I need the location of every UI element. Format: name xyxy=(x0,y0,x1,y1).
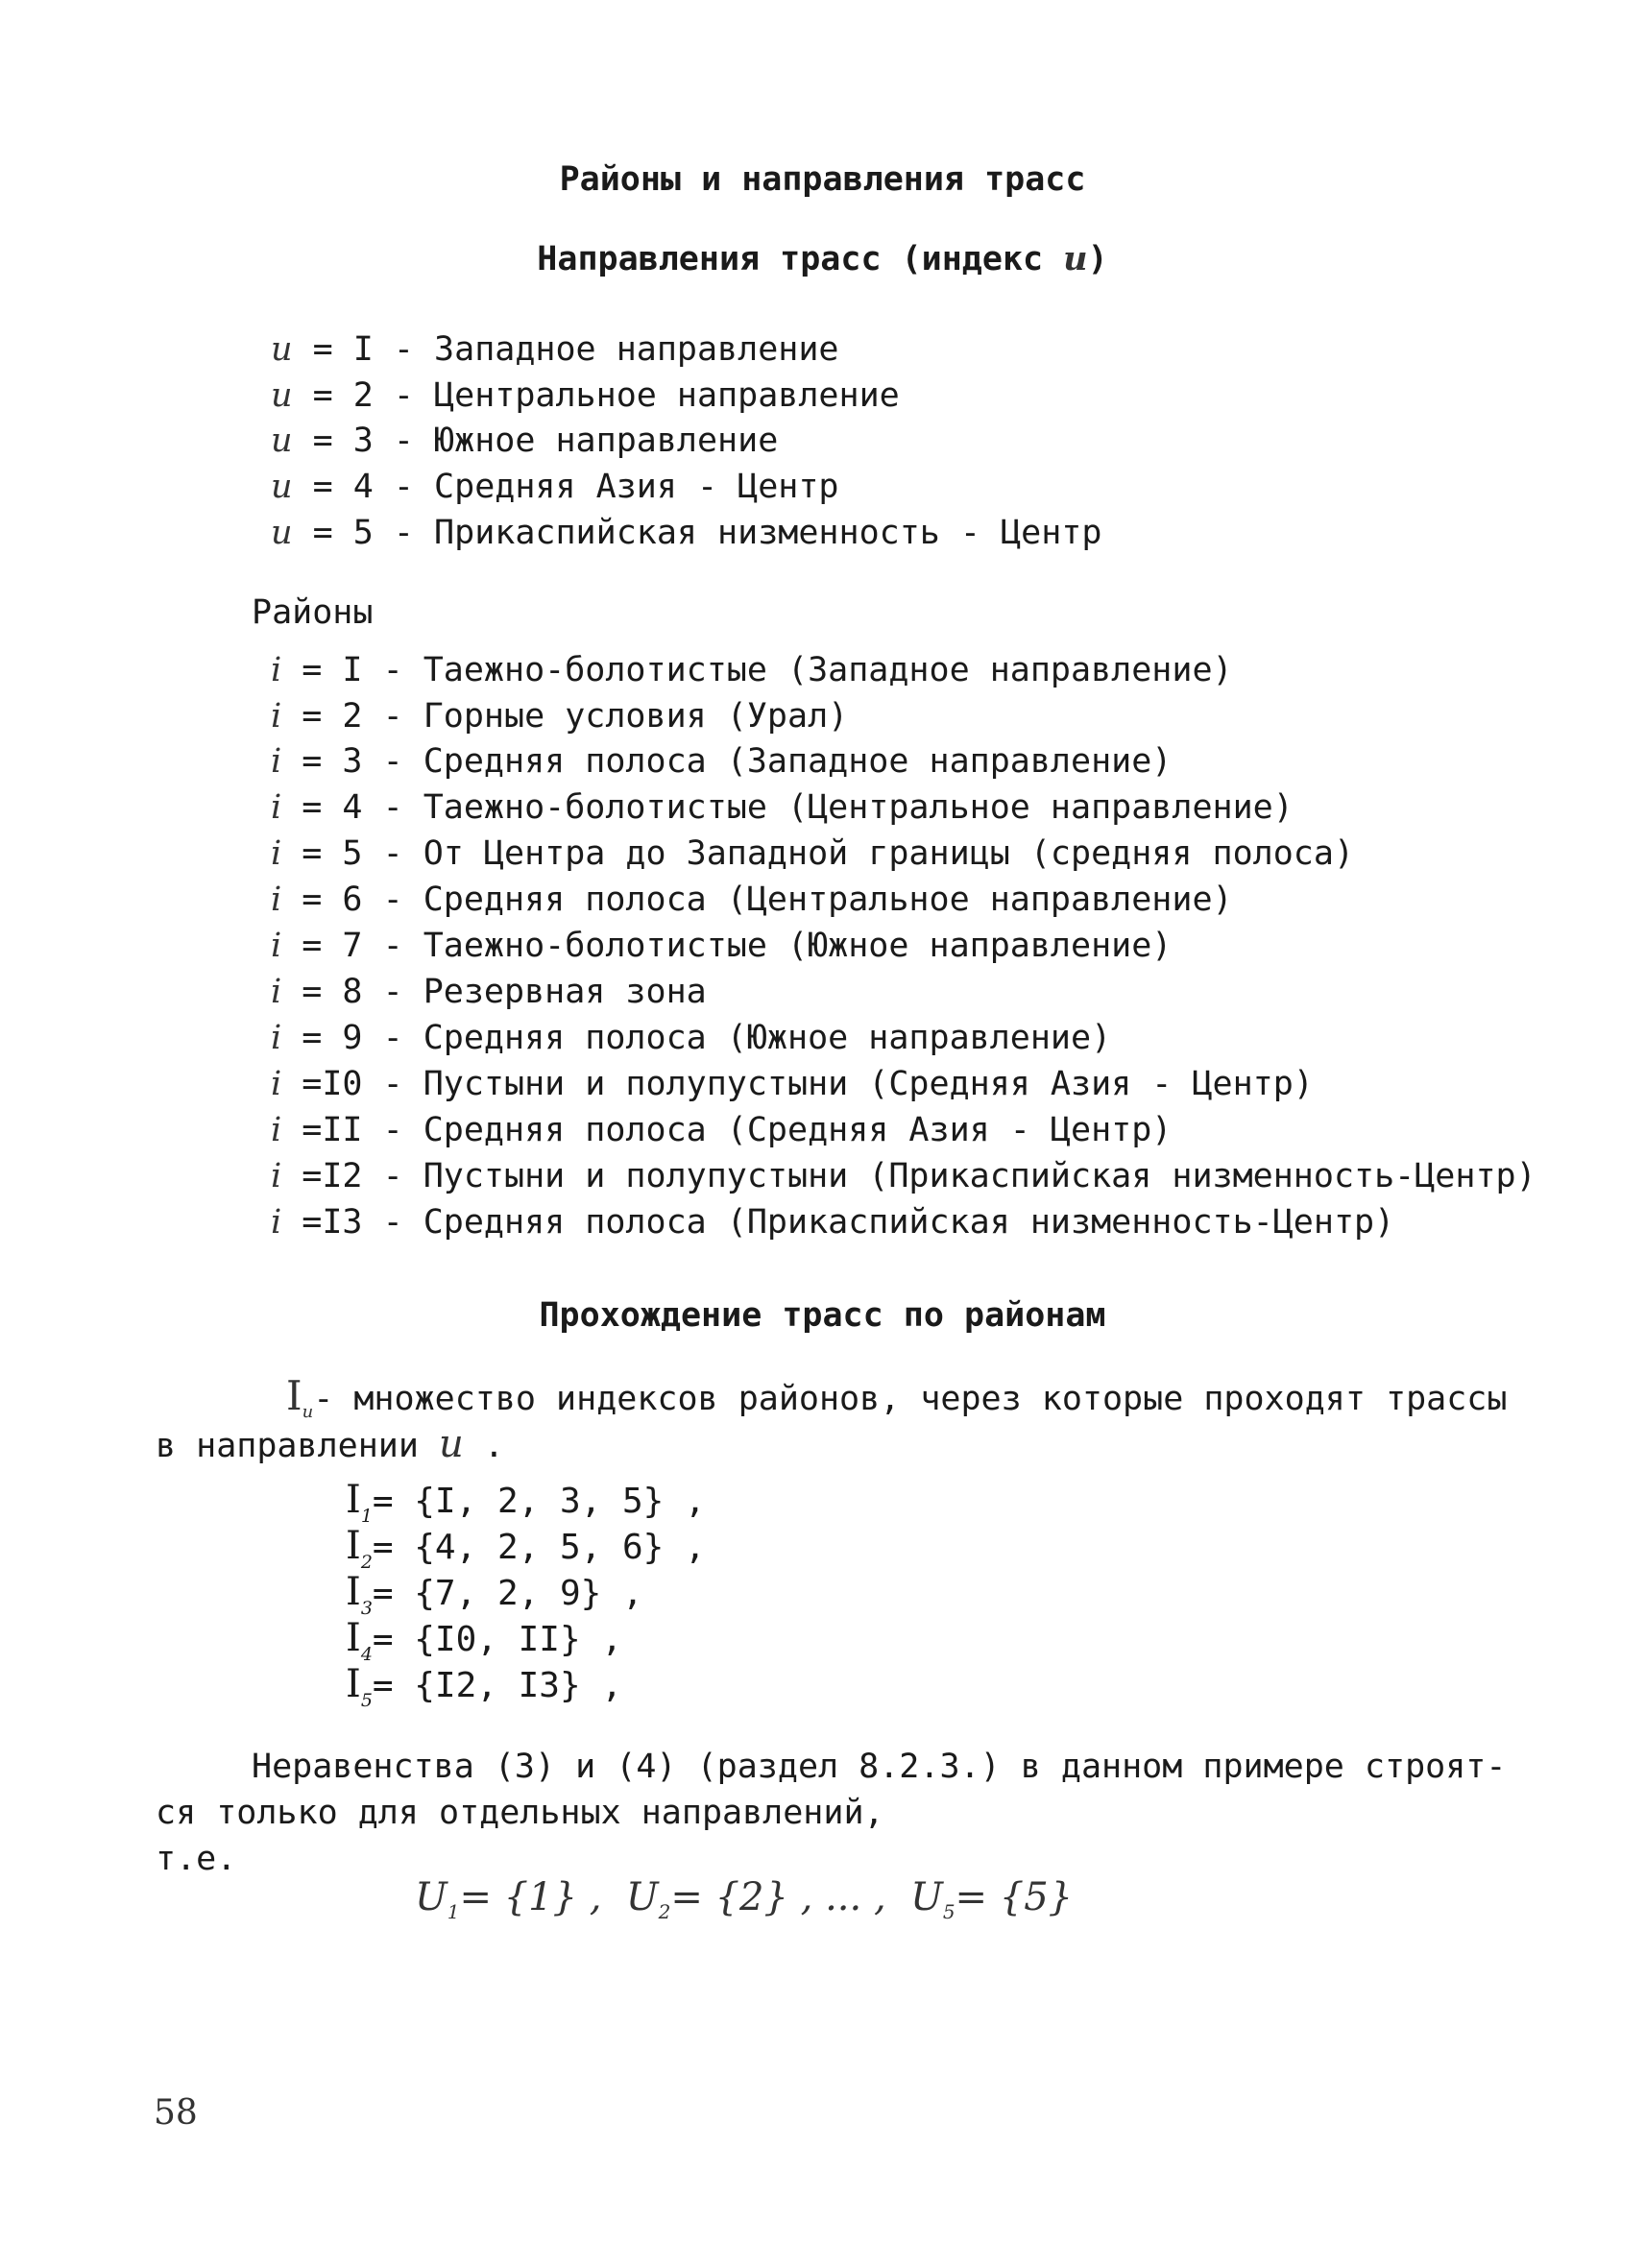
ie-label: т.е. xyxy=(156,1840,237,1878)
set-sub: 2 xyxy=(360,1552,373,1573)
inequalities-line1: Неравенства (3) и (4) (раздел 8.2.3.) в данном примере строят- xyxy=(252,1748,1507,1786)
directions-heading-text: Направления трасс (индекс xyxy=(537,240,1064,278)
region-var: i xyxy=(271,697,282,736)
set-symbol: I xyxy=(346,1570,361,1614)
set-values: = {I2, I3} , xyxy=(372,1666,622,1705)
region-text: =I3 - Средняя полоса (Прикаспийская низменность-Центр) xyxy=(302,1203,1395,1242)
direction-var: u xyxy=(271,514,293,552)
region-item xyxy=(271,740,1172,783)
region-item xyxy=(271,832,1354,875)
regions-heading: Районы xyxy=(252,593,374,632)
u-var: U xyxy=(910,1875,943,1919)
region-item xyxy=(271,786,1294,829)
region-item xyxy=(271,1063,1314,1105)
region-var: i xyxy=(271,788,282,827)
u-var: U xyxy=(415,1875,448,1919)
region-item xyxy=(271,879,1233,921)
region-text: = 3 - Средняя полоса (Западное направление) xyxy=(302,742,1173,781)
direction-item xyxy=(271,328,839,371)
passage-heading: Прохождение трасс по районам xyxy=(539,1296,1106,1335)
page-number: 58 xyxy=(154,2093,198,2133)
region-var: i xyxy=(271,834,282,873)
region-item xyxy=(271,695,848,737)
u-sub: 5 xyxy=(942,1900,956,1923)
region-var: i xyxy=(271,1111,282,1149)
directions-heading-close: ) xyxy=(1087,240,1108,278)
direction-item xyxy=(271,466,839,508)
set-definition-text2: в направлении xyxy=(156,1427,440,1465)
direction-text: = 4 - Средняя Азия - Центр xyxy=(312,468,839,506)
set-row xyxy=(346,1661,622,1724)
region-var: i xyxy=(271,1203,282,1242)
u-val: = {5} xyxy=(955,1875,1074,1919)
set-definition-text: - множество индексов районов, через которые проходят трассы xyxy=(313,1380,1508,1418)
region-item xyxy=(271,1017,1111,1059)
u-sub: 1 xyxy=(447,1900,460,1923)
region-item xyxy=(271,1201,1394,1243)
region-var: i xyxy=(271,1157,282,1195)
region-var: i xyxy=(271,1065,282,1103)
direction-var: u xyxy=(271,330,293,369)
region-var: i xyxy=(271,742,282,781)
direction-var: u xyxy=(271,468,293,506)
u-sets-handwritten xyxy=(415,1870,1073,1939)
set-values: = {4, 2, 5, 6} , xyxy=(372,1528,706,1567)
region-item xyxy=(271,925,1172,967)
set-values: = {I0, II} , xyxy=(372,1620,622,1659)
direction-text: = I - Западное направление xyxy=(312,330,839,369)
region-text: =I0 - Пустыни и полупустыни (Средняя Азия - Центр) xyxy=(302,1065,1314,1103)
set-symbol: I xyxy=(286,1372,302,1419)
set-definition-end: . xyxy=(463,1427,504,1465)
region-item xyxy=(271,1155,1536,1197)
direction-text: = 5 - Прикаспийская низменность - Центр xyxy=(312,514,1102,552)
region-text: =II - Средняя полоса (Средняя Азия - Центр) xyxy=(302,1111,1173,1149)
region-item xyxy=(271,649,1233,691)
u-sub: 2 xyxy=(658,1900,671,1923)
region-text: = 2 - Горные условия (Урал) xyxy=(302,697,849,736)
region-text: = 6 - Средняя полоса (Центральное направление) xyxy=(302,881,1233,919)
set-symbol-sub: u xyxy=(302,1402,314,1422)
set-sub: 5 xyxy=(360,1690,373,1711)
directions-heading-var: u xyxy=(1063,239,1088,278)
region-var: i xyxy=(271,973,282,1011)
page-title: Районы и направления трасс xyxy=(559,160,1086,199)
set-symbol: I xyxy=(346,1524,361,1568)
region-text: = 5 - От Центра до Западной границы (средняя полоса) xyxy=(302,834,1355,873)
set-sub: 4 xyxy=(360,1644,373,1665)
u-val: = {1} , xyxy=(459,1875,602,1919)
set-values: = {7, 2, 9} , xyxy=(372,1574,643,1613)
direction-text: = 2 - Центральное направление xyxy=(312,376,900,415)
region-text: = 7 - Таежно-болотистые (Южное направление) xyxy=(302,927,1173,965)
region-text: = I - Таежно-болотистые (Западное направление) xyxy=(302,651,1233,689)
region-var: i xyxy=(271,1019,282,1057)
u-val: = {2} , ... , xyxy=(670,1875,886,1919)
set-sub: 3 xyxy=(360,1598,373,1619)
direction-item xyxy=(271,512,1101,554)
set-sub: 1 xyxy=(360,1506,373,1527)
set-definition-var: u xyxy=(439,1422,464,1466)
direction-var: u xyxy=(271,422,293,460)
region-item xyxy=(271,971,707,1013)
region-var: i xyxy=(271,927,282,965)
set-symbol: I xyxy=(346,1478,361,1522)
region-item xyxy=(271,1109,1172,1151)
directions-heading xyxy=(0,238,1645,280)
u-var: U xyxy=(625,1875,659,1919)
inequalities-line2: ся только для отдельных направлений, xyxy=(156,1794,884,1832)
direction-item xyxy=(271,420,778,462)
direction-text: = 3 - Южное направление xyxy=(312,422,779,460)
region-text: = 4 - Таежно-болотистые (Центральное направление) xyxy=(302,788,1294,827)
region-text: = 8 - Резервная зона xyxy=(302,973,707,1011)
region-text: =I2 - Пустыни и полупустыни (Прикаспийская низменность-Центр) xyxy=(302,1157,1536,1195)
region-var: i xyxy=(271,651,282,689)
set-values: = {I, 2, 3, 5} , xyxy=(372,1482,706,1521)
set-symbol: I xyxy=(346,1616,361,1660)
direction-var: u xyxy=(271,376,293,415)
region-text: = 9 - Средняя полоса (Южное направление) xyxy=(302,1019,1112,1057)
direction-item xyxy=(271,374,900,417)
set-symbol: I xyxy=(346,1662,361,1706)
set-definition-line2 xyxy=(156,1423,504,1467)
region-var: i xyxy=(271,881,282,919)
